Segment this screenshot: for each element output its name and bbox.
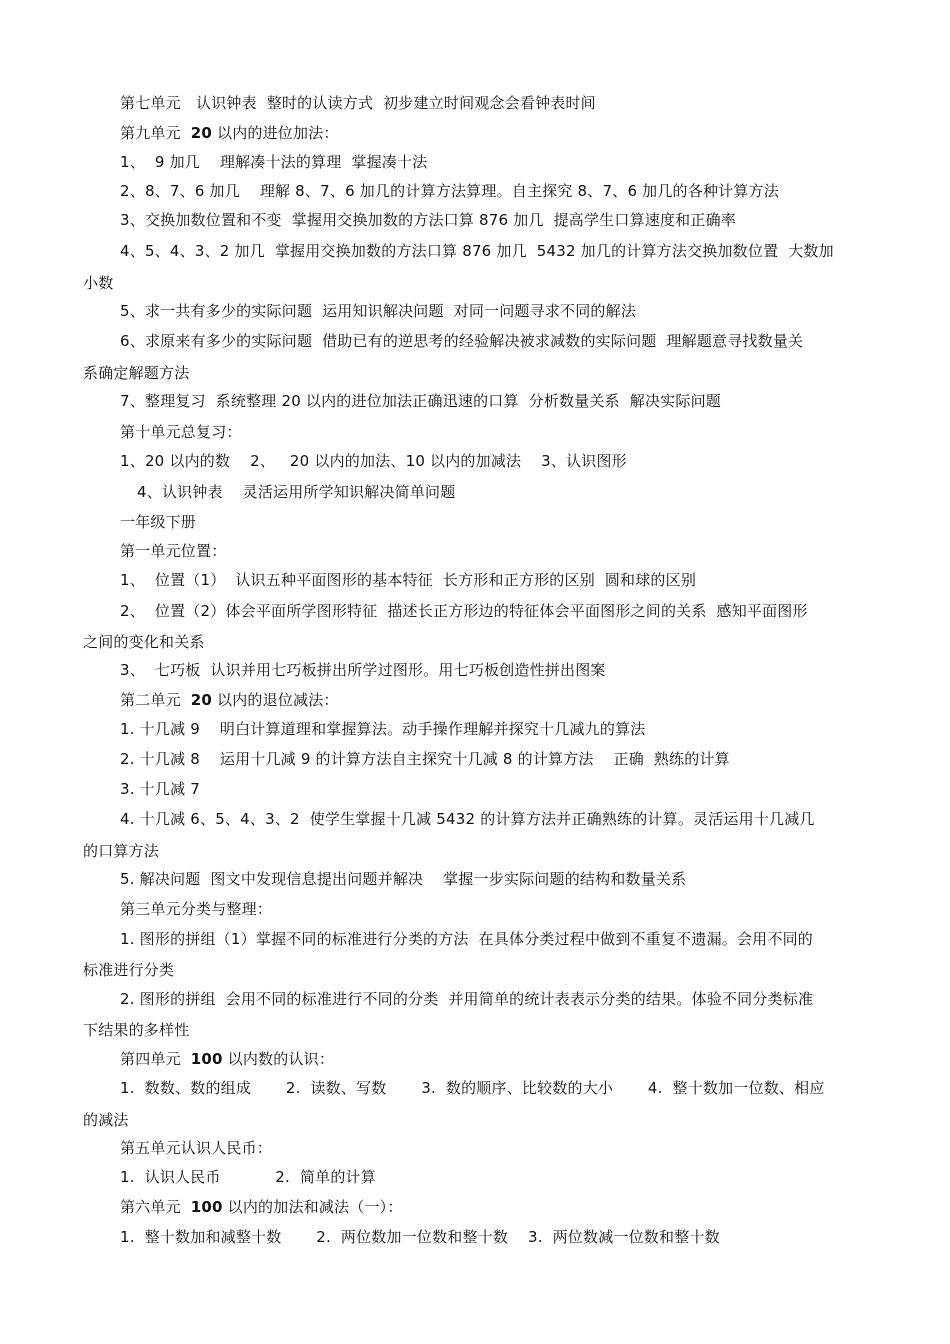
text-line: 1、 位置（1） 认识五种平面图形的基本特征 长方形和正方形的区别 圆和球的区别: [120, 571, 697, 589]
text-line: 2. 图形的拼组 会用不同的标准进行不同的分类 并用简单的统计表表示分类的结果。体验不同分类标准: [120, 990, 814, 1008]
text-line: 3、 七巧板 认识并用七巧板拼出所学过图形。用七巧板创造性拼出图案: [120, 661, 606, 679]
section-heading: 第一单元位置：: [120, 542, 227, 560]
heading-number: 100: [190, 1198, 223, 1216]
heading-text: 以内数的认识：: [222, 1050, 335, 1068]
text-line: 1. 数数、数的组成 2. 读数、写数 3. 数的顺序、比较数的大小 4. 整十数加一位数、相应: [120, 1079, 825, 1097]
text-line: 1. 整十数加和减整十数 2. 两位数加一位数和整十数 3. 两位数减一位数和整十数: [120, 1228, 720, 1246]
text-line: 2、 位置（2）体会平面所学图形特征 描述长正方形边的特征体会平面图形之间的关系 感知平面图形: [120, 602, 808, 620]
section-heading: [120, 1197, 403, 1217]
text-line: 1. 图形的拼组（1）掌握不同的标准进行分类的方法 在具体分类过程中做到不重复不遗漏。会用不同的: [120, 930, 813, 948]
heading-text: 第九单元: [120, 124, 191, 142]
text-line: 的口算方法: [83, 842, 160, 860]
text-line: 5. 解决问题 图文中发现信息提出问题并解决 掌握一步实际问题的结构和数量关系: [120, 870, 687, 888]
text-line: 下结果的多样性: [83, 1021, 190, 1039]
heading-number: 20: [190, 691, 213, 709]
text-line: 4、5、4、3、2 加几 掌握用交换加数的方法口算 876 加几 5432 加几的计算方法交换加数位置 大数加: [120, 242, 834, 260]
section-heading: 第五单元认识人民币：: [120, 1139, 273, 1157]
text-line: 7、整理复习 系统整理 20 以内的进位加法正确迅速的口算 分析数量关系 解决实际问题: [120, 392, 721, 410]
text-line: 4. 十几减 6、5、4、3、2 使学生掌握十几减 5432 的计算方法并正确熟练的计算。灵活运用十几减几: [120, 810, 815, 828]
text-line: 小数: [83, 274, 114, 292]
section-heading: [120, 123, 339, 143]
heading-number: 100: [190, 1050, 223, 1068]
section-heading: 第十单元总复习：: [120, 423, 242, 441]
heading-text: 第四单元: [120, 1050, 191, 1068]
text-line: 之间的变化和关系: [83, 633, 205, 651]
section-heading: 一年级下册: [120, 513, 197, 531]
text-line: 4、认识钟表 灵活运用所学知识解决简单问题: [137, 483, 456, 501]
text-line: 1. 十几减 9 明白计算道理和掌握算法。动手操作理解并探究十几减九的算法: [120, 720, 646, 738]
section-heading: [120, 1049, 334, 1069]
section-heading: [120, 690, 339, 710]
heading-text: 第六单元: [120, 1198, 191, 1216]
heading-text: 以内的退位减法：: [212, 691, 339, 709]
heading-text: 第二单元: [120, 691, 191, 709]
text-line: 1、20 以内的数 2、 20 以内的加法、10 以内的加减法 3、认识图形: [120, 452, 627, 470]
heading-number: 20: [190, 124, 213, 142]
text-line: 2. 十几减 8 运用十几减 9 的计算方法自主探究十几减 8 的计算方法 正确 熟练的计算: [120, 750, 730, 768]
text-line: 2、8、7、6 加几 理解 8、7、6 加几的计算方法算理。自主探究 8、7、6 加几的各种计算方法: [120, 182, 779, 200]
text-line: 6、求原来有多少的实际问题 借助已有的逆思考的经验解决被求减数的实际问题 理解题意寻找数量关: [120, 332, 804, 350]
text-line: 5、求一共有多少的实际问题 运用知识解决问题 对同一问题寻求不同的解法: [120, 302, 637, 320]
text-line: 的减法: [83, 1111, 129, 1129]
text-line: 3. 十几减 7: [120, 780, 200, 798]
heading-text: 以内的进位加法：: [212, 124, 339, 142]
text-line: 1. 认识人民币 2. 简单的计算: [120, 1168, 376, 1186]
text-line: 系确定解题方法: [83, 364, 190, 382]
heading-text: 以内的加法和减法（一）：: [222, 1198, 403, 1216]
text-line: 1、 9 加几 理解凑十法的算理 掌握凑十法: [120, 153, 428, 171]
section-heading: 第三单元分类与整理：: [120, 900, 273, 918]
text-line: 第七单元 认识钟表 整时的认读方式 初步建立时间观念会看钟表时间: [120, 94, 596, 112]
text-line: 标准进行分类: [83, 961, 175, 979]
text-line: 3、交换加数位置和不变 掌握用交换加数的方法口算 876 加几 提高学生口算速度和正确率: [120, 211, 736, 229]
